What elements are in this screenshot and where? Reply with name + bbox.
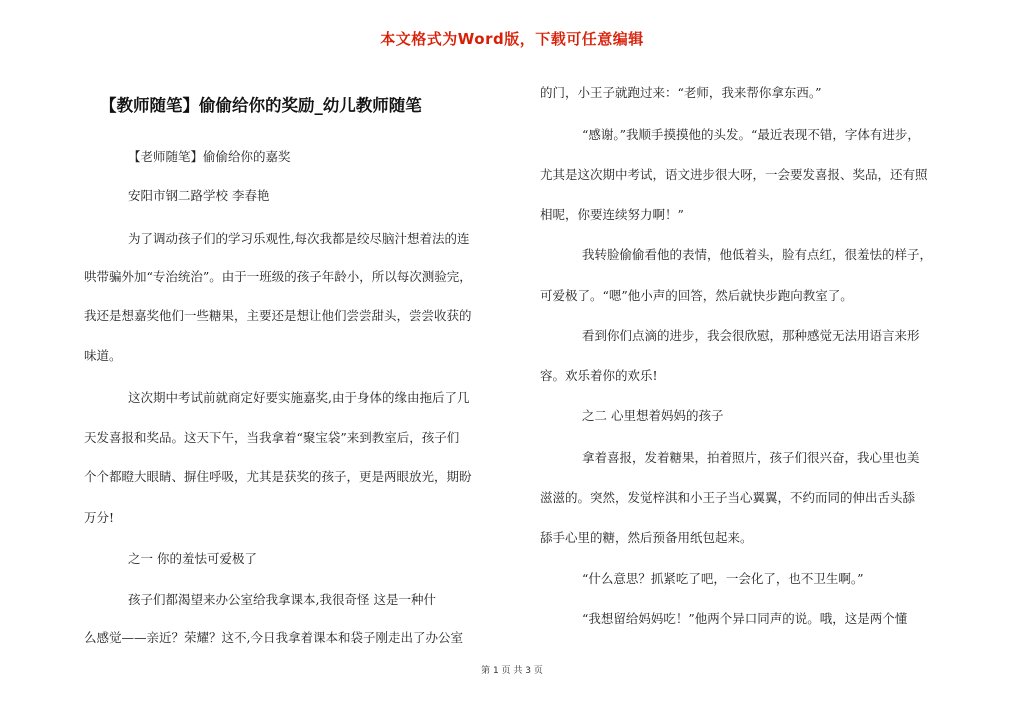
text-line: 个个都瞪大眼睛、摒住呼吸，尤其是获奖的孩子，更是两眼放光，期盼: [84, 469, 472, 484]
text-line: 我还是想嘉奖他们一些糖果，主要还是想让他们尝尝甜头，尝尝收获的: [84, 308, 472, 323]
text-line: 的门，小王子就跑过来：“老师，我来帮你拿东西。”: [540, 85, 822, 100]
text-line: 我转脸偷偷看他的表情，他低着头，脸有点红，很羞怯的样子，: [582, 247, 933, 262]
text-line: 哄带骗外加“专治统治”。由于一班级的孩子年龄小，所以每次测验完，: [84, 269, 472, 284]
text-line: 孩子们都渴望来办公室给我拿课本,我很奇怪 这是一种什: [128, 592, 436, 607]
text-line: 安阳市钢二路学校 李春艳: [128, 188, 270, 203]
text-line: 【老师随笔】偷偷给你的嘉奖: [128, 149, 291, 164]
text-line: “感谢。”我顺手摸摸他的头发。“最近表现不错，字体有进步，: [582, 127, 920, 142]
text-line: 万分!: [84, 510, 115, 525]
text-line: 容。欢乐着你的欢乐!: [540, 368, 658, 383]
text-line: “我想留给妈妈吃！”他两个异口同声的说。哦，这是两个懂: [582, 611, 908, 626]
text-line: 相呢，你要连续努力啊！”: [540, 207, 684, 222]
text-line: 味道。: [84, 348, 122, 363]
document-title: 【教师随笔】偷偷给你的奖励_幼儿教师随笔: [100, 96, 422, 115]
text-line: 可爱极了。“嗯”他小声的回答，然后就快步跑向教室了。: [540, 288, 853, 303]
text-line: 舔手心里的糖，然后预备用纸包起来。: [540, 530, 753, 545]
text-line: 么感觉——亲近？荣耀？这不,今日我拿着课本和袋子刚走出了办公室: [84, 630, 463, 645]
text-line: 看到你们点滴的进步，我会很欣慰，那种感觉无法用语言来形: [582, 328, 920, 343]
text-line: 这次期中考试前就商定好要实施嘉奖,由于身体的缘由拖后了几: [128, 390, 470, 405]
section-heading: 之一 你的羞怯可爱极了: [128, 551, 257, 566]
text-line: 天发喜报和奖品。这天下午，当我拿着“聚宝袋”来到教室后，孩子们: [84, 430, 460, 445]
section-heading: 之二 心里想着妈妈的孩子: [582, 408, 724, 423]
text-line: 拿着喜报，发着糖果，拍着照片，孩子们很兴奋，我心里也美: [582, 450, 920, 465]
text-line: “什么意思？抓紧吃了吧，一会化了，也不卫生啊。”: [582, 571, 864, 586]
text-line: 为了调动孩子们的学习乐观性,每次我都是绞尽脑汁想着法的连: [128, 231, 470, 246]
text-line: 尤其是这次期中考试，语文进步很大呀，一会要发喜报、奖品，还有照: [540, 167, 928, 182]
format-banner: 本文格式为Word版，下载可任意编辑: [380, 30, 644, 48]
text-line: 滋滋的。突然，发觉梓淇和小王子当心翼翼，不约而同的伸出舌头舔: [540, 490, 916, 505]
page-footer: 第 1 页 共 3 页: [481, 666, 543, 676]
